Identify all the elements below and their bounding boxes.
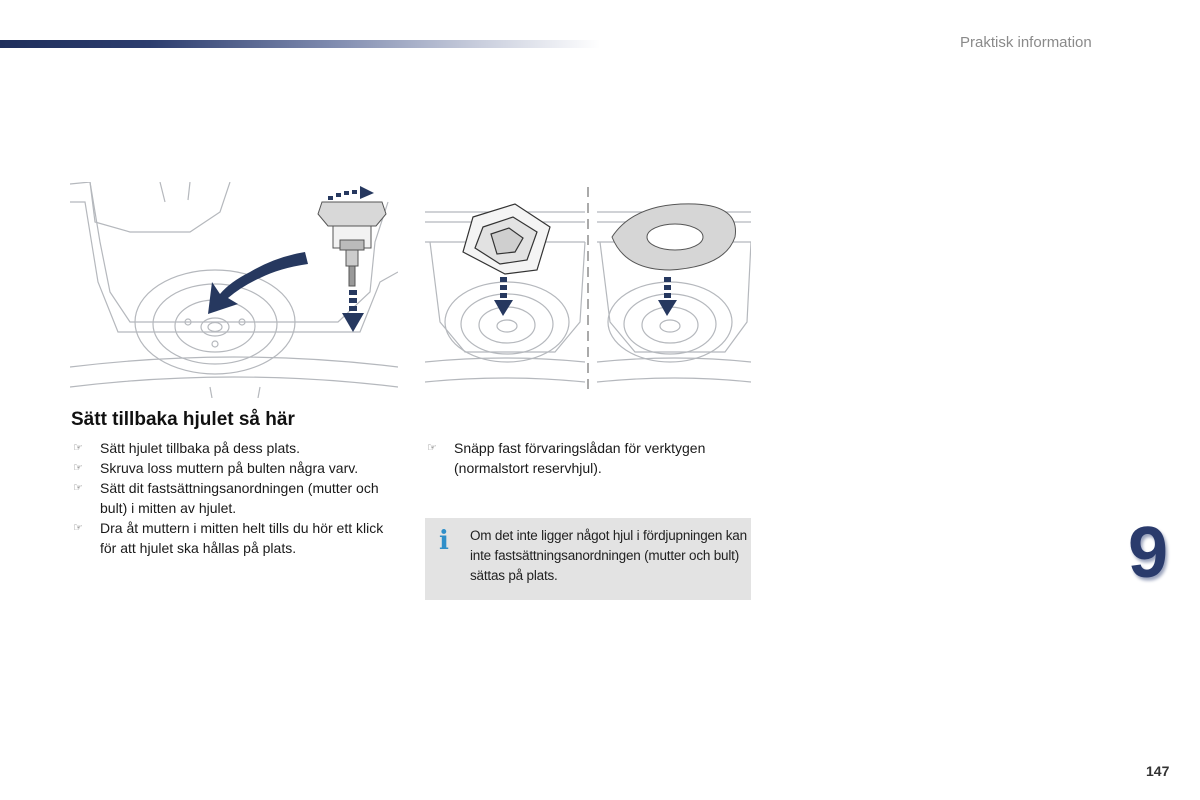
step-text: Sätt hjulet tillbaka på dess plats. bbox=[100, 440, 301, 456]
section-heading: Sätt tillbaka hjulet så här bbox=[71, 409, 295, 430]
steps-list-left bbox=[71, 438, 391, 558]
bullet-icon: ☞ bbox=[73, 482, 83, 494]
bullet-icon: ☞ bbox=[427, 442, 437, 454]
tool-box-and-cover-illustration bbox=[425, 182, 751, 398]
info-text: Om det inte ligger något hjul i fördjupningen kan inte fastsättningsanordningen (mutter och bult) sättas på plats. bbox=[470, 528, 747, 583]
step-text: Dra åt muttern i mitten helt tills du hör ett klick för att hjulet ska hållas på plats. bbox=[100, 520, 384, 556]
spare-wheel-mounting-illustration bbox=[70, 182, 398, 398]
list-item bbox=[71, 518, 391, 558]
bullet-icon: ☞ bbox=[73, 442, 83, 454]
step-text: Skruva loss muttern på bulten några varv. bbox=[100, 460, 359, 476]
chapter-number: 9 bbox=[1128, 513, 1169, 593]
list-item bbox=[71, 478, 391, 518]
list-item bbox=[71, 438, 391, 458]
list-item bbox=[71, 458, 391, 478]
info-icon: i bbox=[439, 526, 449, 556]
list-item bbox=[425, 438, 755, 478]
info-box bbox=[425, 518, 751, 600]
bullet-icon: ☞ bbox=[73, 522, 83, 534]
header-gradient-bar bbox=[0, 40, 600, 48]
steps-list-right bbox=[425, 438, 755, 478]
step-text: Sätt dit fastsättningsanordningen (mutter och bult) i mitten av hjulet. bbox=[100, 480, 379, 516]
bullet-icon: ☞ bbox=[73, 462, 83, 474]
step-text: Snäpp fast förvaringslådan för verktygen (normalstort reservhjul). bbox=[454, 440, 706, 476]
section-title: Praktisk information bbox=[960, 34, 1092, 51]
page-number: 147 bbox=[1146, 763, 1170, 779]
